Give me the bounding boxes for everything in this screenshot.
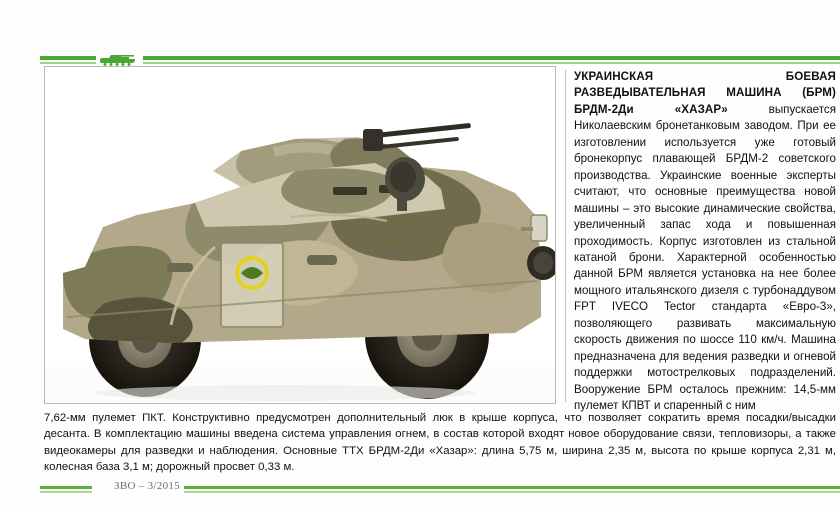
- issue-label: ЗВО – 3/2015: [114, 480, 180, 492]
- article-lede: УКРАИНСКАЯ БОЕВАЯ РАЗВЕДЫВАТЕЛЬНАЯ МАШИНА (БРМ) БРДМ-2Ди «ХАЗАР»: [574, 70, 836, 116]
- footer-rule-left-segment-thin: [40, 491, 92, 493]
- side-column-paragraph: [574, 69, 836, 415]
- footer-rule-left-segment: [40, 486, 92, 489]
- photo-caption: [44, 410, 836, 476]
- footer-rule-right-segment-thin: [184, 491, 840, 493]
- footer-rule-right-segment: [184, 486, 840, 489]
- side-text-column: [574, 69, 836, 415]
- article-body: выпускается Николаевским бронетанковым заводом. При ее изготовлении используется уже готовый бронекорпус плавающей БРДМ-2 советского производства. Украинские военные эксперты считают, что основные преимущества новой машины – это высокие динамические свойства, увеличенный запас хода и повышенная проходимость. Корпус изготовлен из стальной катаной брони. Характерной особенностью данной БРМ является установка на нее более мощного итальянского дизеля с турбонаддувом FPT IVECO Tector стандарта «Евро-3», позволяющего развивать максимальную скорость движения по шоссе 110 км/ч. Машина предназначена для ведения разведки и огневой поддержки мотострелковых подразделений. Вооружение БРМ осталось прежним: 14,5-мм пулемет КПВТ и спаренный с ним: [574, 102, 836, 413]
- column-divider: [565, 70, 566, 402]
- header-rule-right-segment-thin: [143, 62, 840, 64]
- vehicle-photo-image: [45, 67, 555, 403]
- header-rule-left-segment: [40, 56, 96, 60]
- caption-text: 7,62-мм пулемет ПКТ. Конструктивно предусмотрен дополнительный люк в крыше корпуса, что позволяет сократить время посадки/высадки десанта. В комплектацию машины введена система управления огнем, в состав которой входят новое оборудование связи, тепловизоры, а также видеокамеры для разведки и наблюдения. Основные ТТХ БРДМ-2Ди «Хазар»: длина 5,75 м, ширина 2,35 м, высота по крыше корпуса 2,31 м, колесная база 3,1 м; дорожный просвет 0,33 м.: [44, 412, 836, 474]
- vehicle-photo: [44, 66, 556, 404]
- header-rule-left-segment-thin: [40, 62, 96, 64]
- footer-rule: [40, 480, 840, 498]
- header-rule-right-segment: [143, 56, 840, 60]
